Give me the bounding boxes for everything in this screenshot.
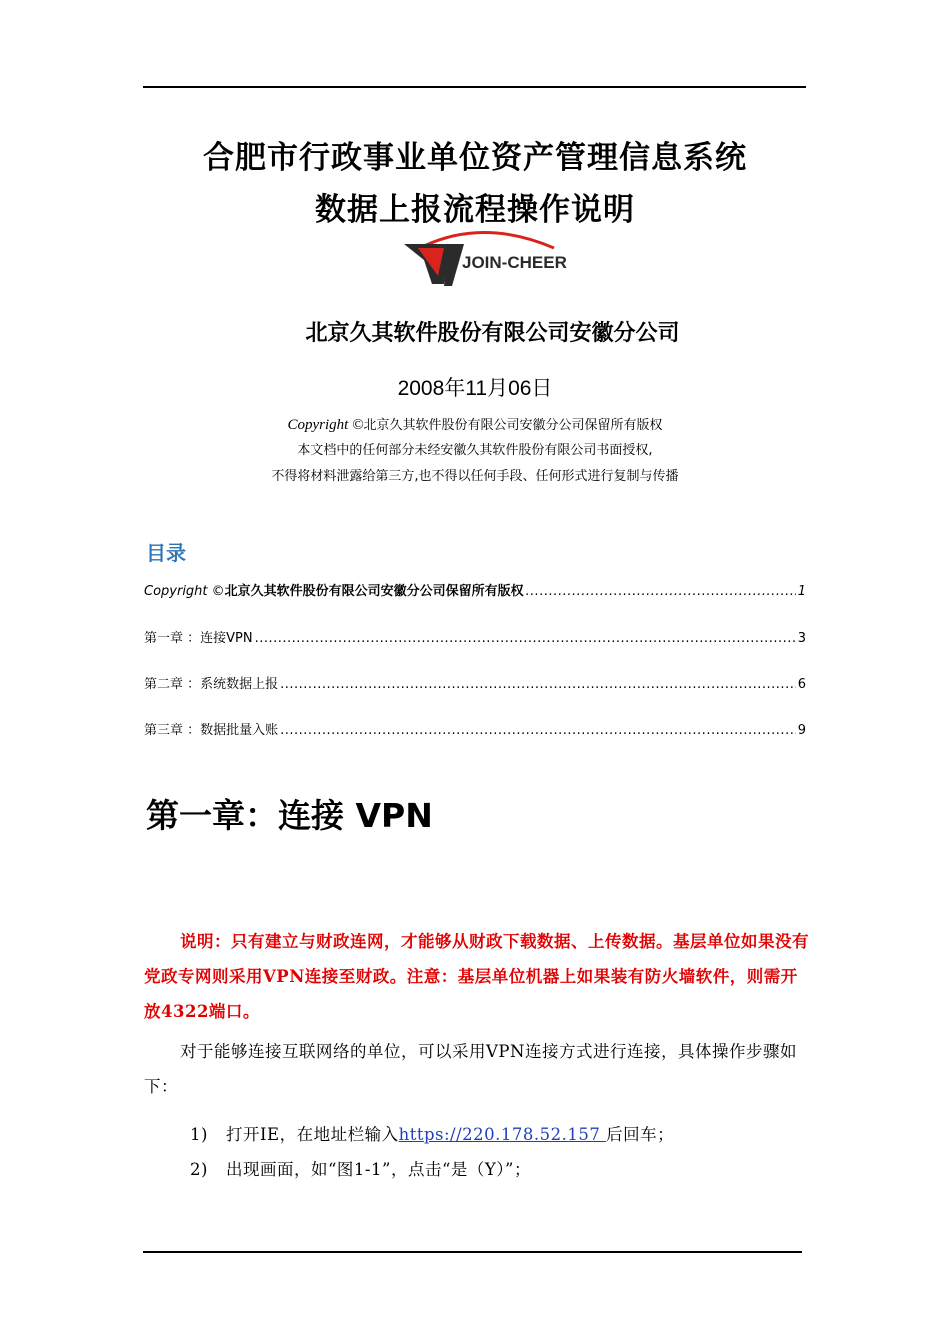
copyright-text: 北京久其软件股份有限公司安徽分公司保留所有版权 [363,418,663,433]
header-rule [143,86,806,88]
step-text: 出现画面，如“图1-1”，点击“是（Y）”； [226,1160,531,1179]
step-text: 打开IE，在地址栏输入 [226,1125,399,1144]
step-number: 1) [190,1125,208,1144]
toc-entry-prefix: Copyright © [144,584,225,599]
toc-entry-copyright[interactable] [144,580,806,599]
toc-title: 目录 [146,541,186,565]
toc-page-number: 1 [797,584,806,599]
join-cheer-logo [404,224,584,300]
toc-entry-chapter3[interactable] [144,719,806,738]
copyright-line1 [0,414,950,434]
toc-leader [526,584,796,599]
toc-entry-label: 第三章 ：数据批量入账 [144,723,279,738]
copyright-line2: 本文档中的任何部分未经安徽久其软件股份有限公司书面授权, [297,443,653,458]
footer-rule [143,1251,802,1253]
toc-entry-text: 北京久其软件股份有限公司安徽分公司保留所有版权 [224,584,524,599]
copyright-line3: 不得将材料泄露给第三方,也不得以任何手段、任何形式进行复制与传播 [271,469,679,484]
toc-leader [280,723,796,738]
toc-entry-chapter1[interactable] [144,627,806,646]
chapter-heading: 第一章：连接 VPN [146,796,433,835]
step-item [190,1121,674,1145]
doc-title-line2: 数据上报流程操作说明 [315,192,635,228]
toc-entry-chapter2[interactable] [144,673,806,692]
doc-title-line1: 合肥市行政事业单位资产管理信息系统 [203,140,747,176]
vpn-url-link[interactable]: https://220.178.52.157 [398,1125,607,1144]
document-date: 2008年11月06日 [397,377,553,400]
step-item [190,1156,531,1180]
toc-leader [280,677,796,692]
toc-page-number: 6 [797,677,806,692]
step-number: 2) [190,1160,208,1179]
warning-note: 说明：只有建立与财政连网，才能够从财政下载数据、上传数据。基层单位如果没有党政专网则采用VPN连接至财政。注意：基层单位机器上如果装有防火墙软件，则需开放4322端口。 [144,932,809,1021]
toc-page-number: 9 [797,723,806,738]
logo-graphic [404,224,584,300]
toc-entry-label: 第一章 ：连接VPN [144,631,253,646]
company-name: 北京久其软件股份有限公司安徽分公司 [305,321,680,346]
toc-leader [255,631,796,646]
copyright-prefix: Copyright © [287,417,364,433]
toc-page-number: 3 [797,631,806,646]
toc-entry-label: 第二章 ：系统数据上报 [144,677,279,692]
toc-entry-label [144,580,524,599]
logo-text: JOIN-CHEER [462,253,567,272]
intro-paragraph: 对于能够连接互联网络的单位，可以采用VPN连接方式进行连接，具体操作步骤如下： [144,1042,797,1096]
step-text-end: 后回车； [606,1125,675,1144]
